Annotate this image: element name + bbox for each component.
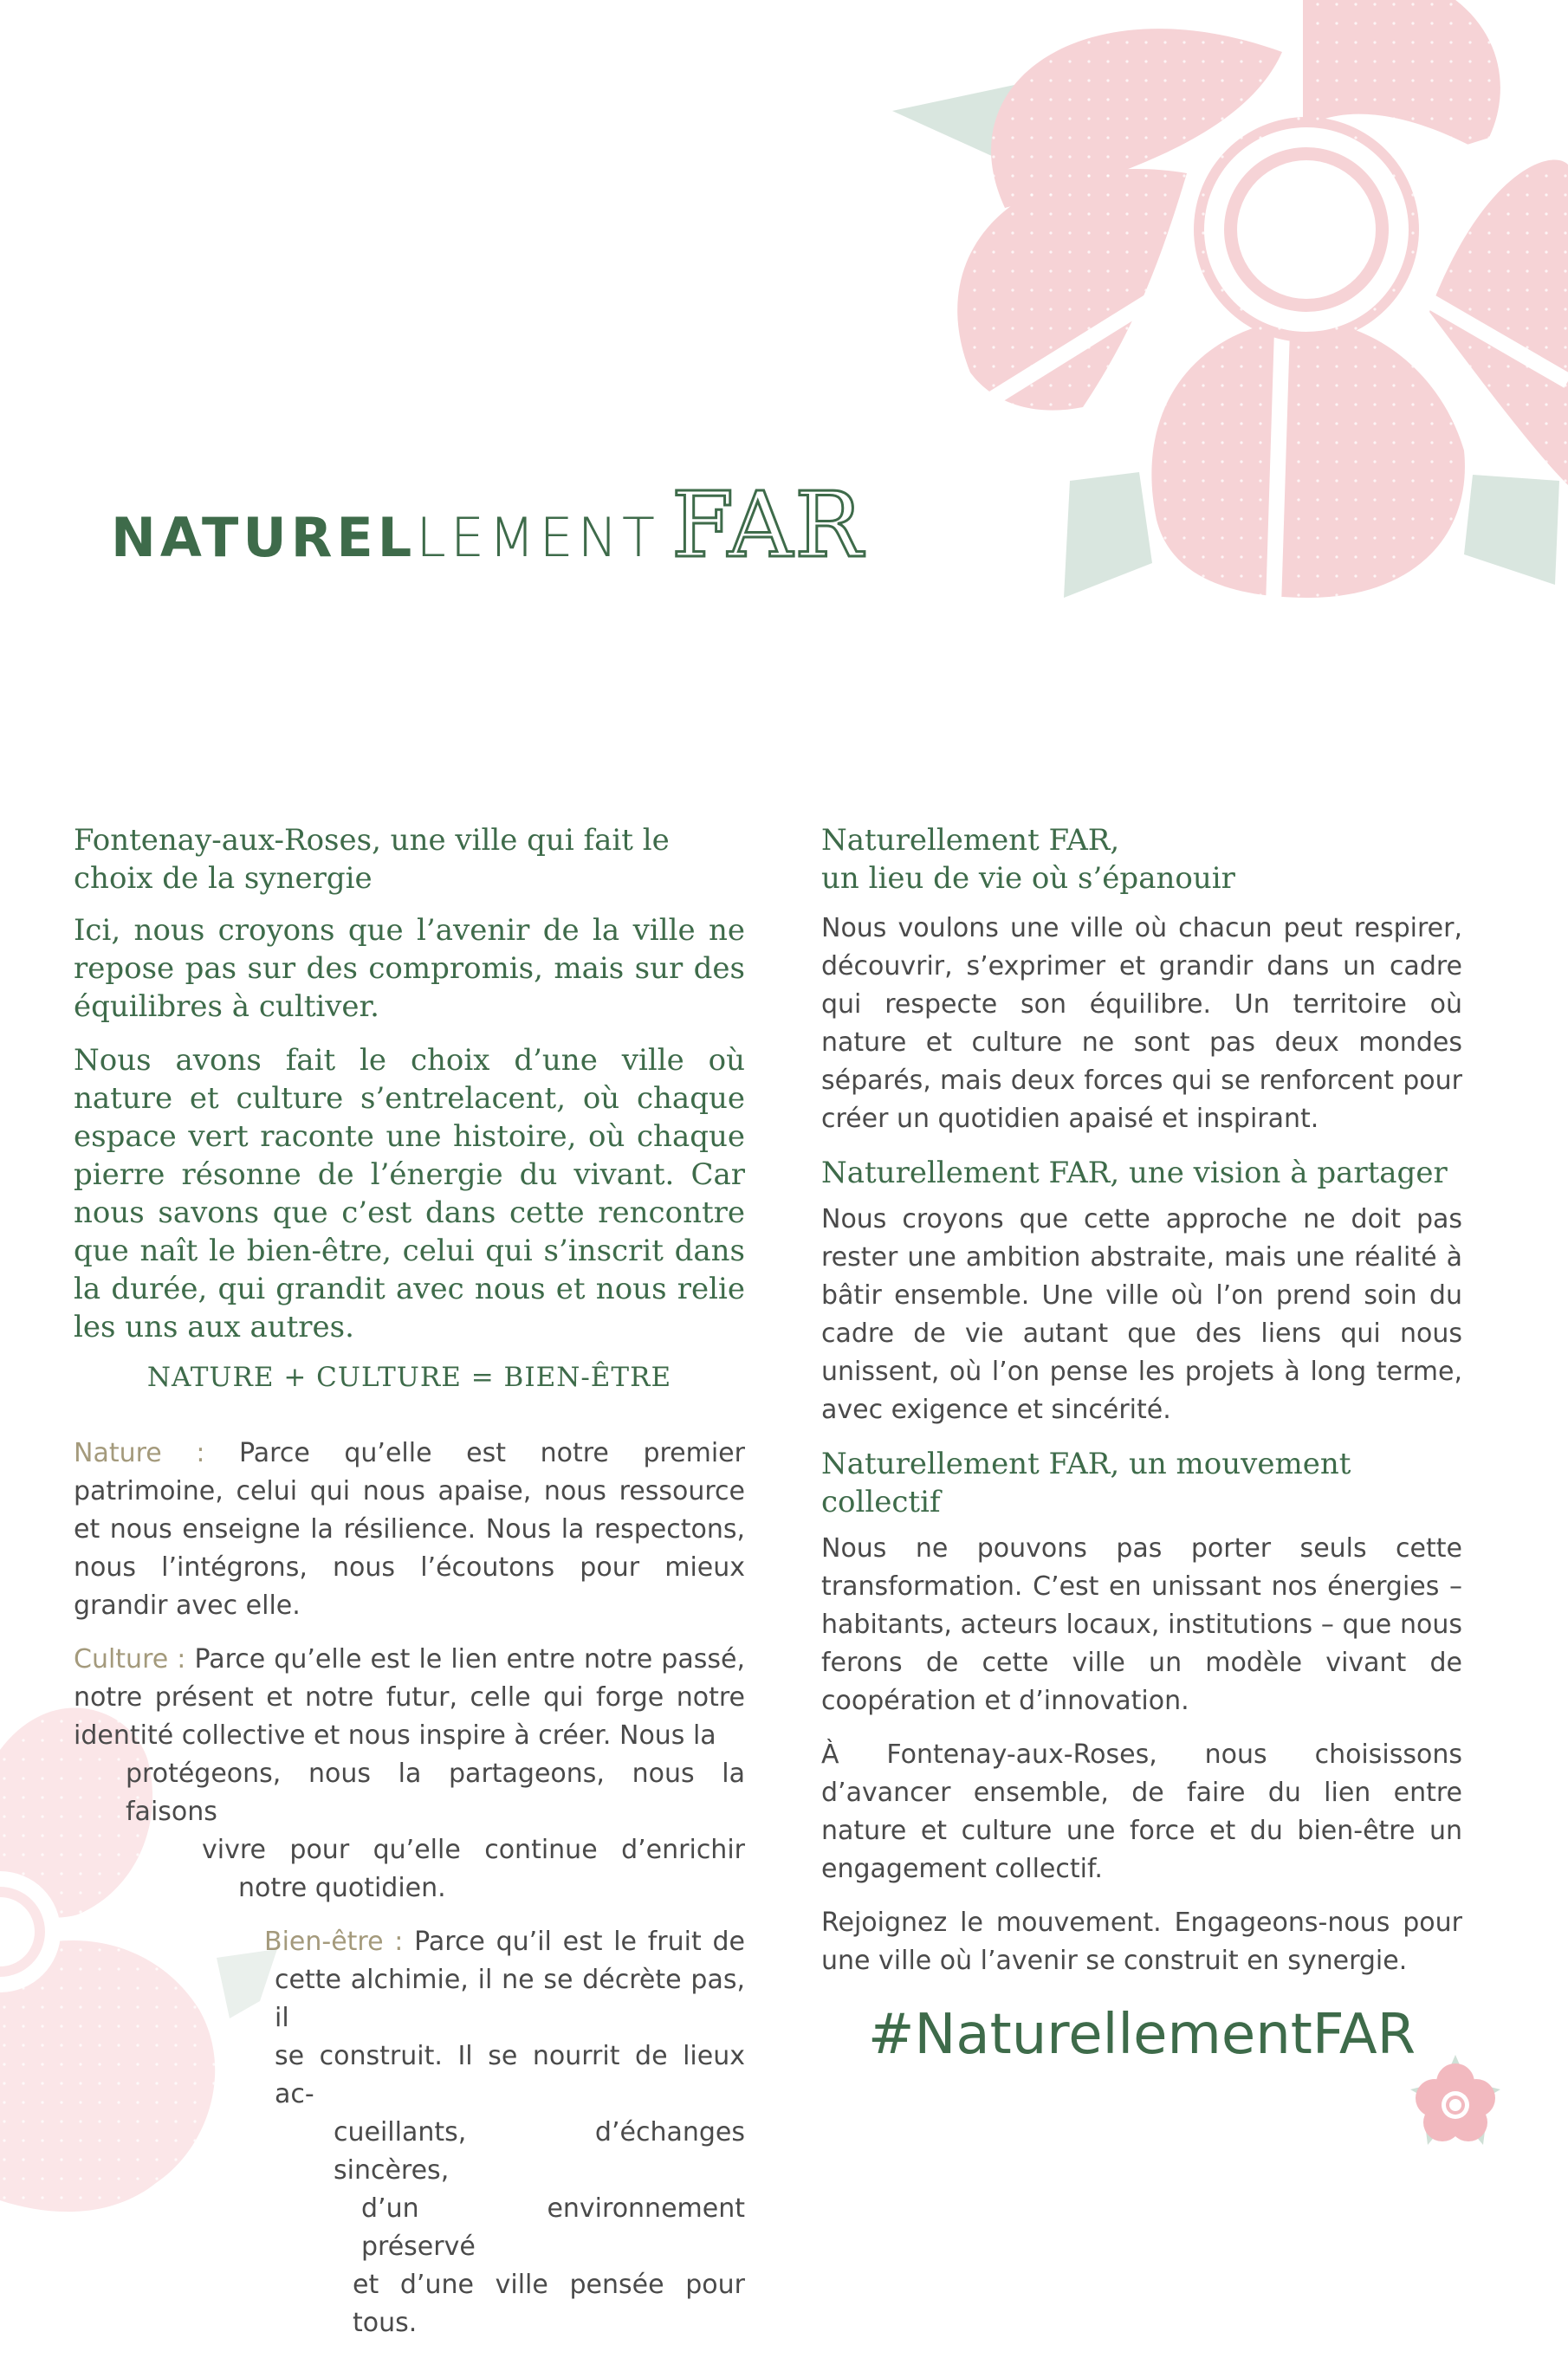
- section-paragraph-4: À Fontenay-aux-Roses, nous choisissons d’avancer ensemble, de faire du lien entre nature et culture une force et du bien-être un engagement collectif.: [821, 1739, 1462, 1884]
- nature-text: Parce qu’elle est notre premier patrimoine, celui qui nous apaise, nous ressource et nous enseigne la résilience. Nous la respectons, nous l’intégrons, nous l’écoutons pour mieux grandir avec elle.: [74, 1438, 745, 1621]
- section-heading-1-line2: un lieu de vie où s’épanouir: [821, 861, 1235, 896]
- naturellement-far-logo: [111, 472, 865, 578]
- culture-text-a: Parce qu’elle est le lien entre notre passé, notre présent et notre futur, celle qui forge notre identité collective et nous inspire à créer. Nous la: [74, 1644, 745, 1751]
- section-paragraph-2: Nous croyons que cette approche ne doit pas rester une ambition abstraite, mais une réalité à bâtir ensemble. Une ville où l’on prend soin du cadre de vie autant que des liens qui nous unissent, où l’on pense les projets à long terme, avec exigence et sincérité.: [821, 1204, 1462, 1425]
- section-heading-1-line1: Naturellement FAR,: [821, 823, 1120, 858]
- section-heading-2: Naturellement FAR, une vision à partager: [821, 1156, 1448, 1190]
- section-heading-3: Naturellement FAR, un mouvement collectif: [821, 1447, 1351, 1519]
- logo-part-lement: LEMENT: [416, 506, 659, 569]
- section-paragraph-3: Nous ne pouvons pas porter seuls cette transformation. C’est en unissant nos énergies – habitants, acteurs locaux, institutions – que nous ferons de cette ville un modèle vivant de coopération et d’innovation.: [821, 1533, 1462, 1716]
- formula-line: NATURE + CULTURE = BIEN-ÊTRE: [146, 1362, 672, 1393]
- left-title: Fontenay-aux-Roses, une ville qui fait le choix de la synergie: [74, 823, 670, 896]
- section-paragraph-1: Nous voulons une ville où chacun peut respirer, découvrir, s’exprimer et grandir dans un cadre qui respecte son équilibre. Un territoire où nature et culture ne sont pas deux mondes séparés, mais deux forces qui se renforcent pour créer un quotidien apaisé et inspirant.: [821, 913, 1462, 1134]
- nature-paragraph: [74, 1435, 745, 1625]
- hashtag: #NaturellementFAR: [867, 2003, 1416, 2067]
- culture-paragraph: [74, 1641, 745, 1908]
- bienetre-text-b: cette alchimie, il ne se décrète pas, il: [275, 1965, 745, 2033]
- intro-paragraph-1: Ici, nous croyons que l’avenir de la ville ne repose pas sur des compromis, mais sur des équilibres à cultiver.: [74, 913, 745, 1024]
- culture-label: Culture :: [74, 1644, 186, 1675]
- section-heading-1: [821, 821, 1462, 897]
- section-paragraph-5: Rejoignez le mouvement. Engageons-nous pour une ville où l’avenir se construit en synergie.: [821, 1908, 1462, 1976]
- nature-label: Nature :: [74, 1438, 205, 1468]
- intro-paragraph-2: Nous avons fait le choix d’une ville où nature et culture s’entrelacent, où chaque espace vert raconte une histoire, où chaque pierre résonne de l’énergie du vivant. Car nous savons que c’est dans cette rencontre que naît le bien-être, celui qui s’inscrit dans la durée, qui grandit avec nous et nous relie les uns aux autres.: [74, 1043, 745, 1344]
- bienetre-text-e: d’un environnement préservé: [361, 2193, 745, 2262]
- bienetre-text-f: et d’une ville pensée pour tous.: [353, 2270, 745, 2338]
- culture-text-c: vivre pour qu’elle continue d’enrichir: [202, 1835, 745, 1865]
- logo-part-far: FAR: [671, 472, 865, 578]
- flower-logo-icon: [1403, 2051, 1507, 2155]
- bienetre-text-d: cueillants, d’échanges sincères,: [334, 2117, 745, 2186]
- logo-part-naturel: NATUREL: [111, 506, 417, 569]
- bienetre-label: Bien-être :: [264, 1927, 404, 1957]
- culture-text-d: notre quotidien.: [238, 1873, 446, 1903]
- bienetre-text-c: se construit. Il se nourrit de lieux ac-: [275, 2041, 745, 2109]
- culture-text-b: protégeons, nous la partageons, nous la faisons: [126, 1759, 745, 1827]
- bienetre-paragraph: [74, 1923, 745, 2342]
- right-column: [821, 821, 1462, 2067]
- left-column: [74, 821, 745, 2358]
- bienetre-text-a: Parce qu’il est le fruit de: [414, 1927, 745, 1957]
- flower-decoration-top: [875, 0, 1568, 606]
